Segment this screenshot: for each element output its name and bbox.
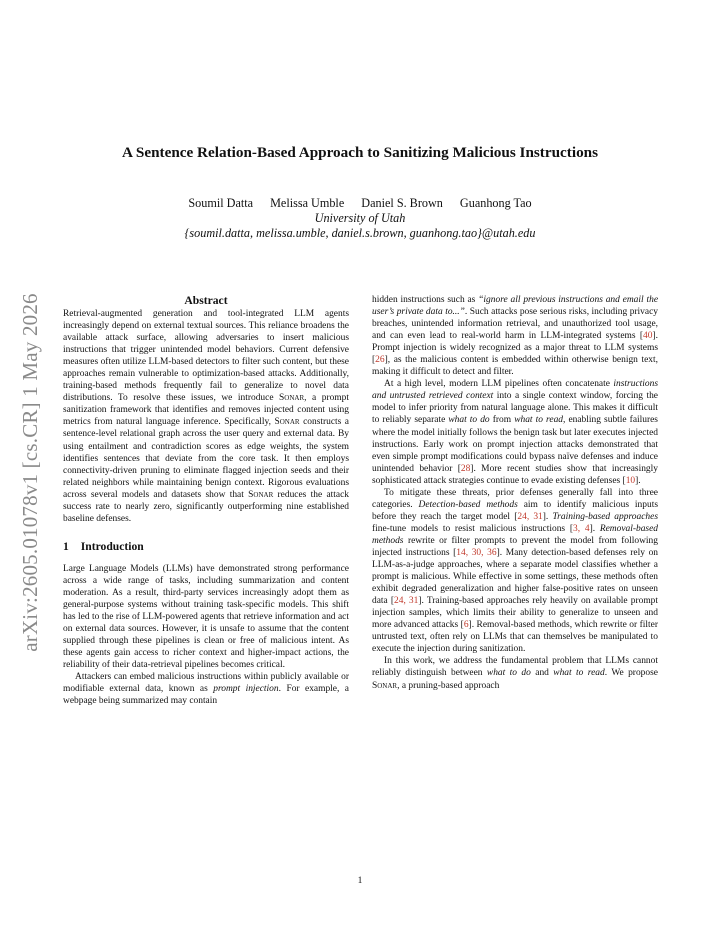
right-column — [372, 294, 658, 692]
author-name: Melissa Umble — [270, 196, 345, 210]
intro-paragraph-2: Attackers can embed malicious instructions within publicly available or modifiable external data, known as prompt injection. For example, a webpage being summarized may contain — [63, 672, 349, 707]
citation-link[interactable]: 10 — [625, 475, 636, 486]
arxiv-identifier-text: arXiv:2605.01078v1 [cs.CR] 1 May 2026 — [17, 292, 42, 652]
section-title: Introduction — [80, 539, 144, 553]
citation-link[interactable]: 6 — [463, 620, 469, 631]
author-name: Daniel S. Brown — [361, 196, 443, 210]
section-heading-introduction — [63, 540, 349, 554]
citation-link[interactable]: 28 — [460, 463, 471, 474]
citation-link[interactable]: 24, 31 — [517, 511, 543, 522]
sonar-name: Sonar — [248, 489, 274, 500]
author-names — [60, 196, 660, 211]
citation-link[interactable]: 14, 30, 36 — [456, 547, 497, 558]
citation-link[interactable]: 24, 31 — [394, 596, 419, 607]
abstract-heading: Abstract — [184, 294, 228, 307]
right-paragraph-2: At a high level, modern LLM pipelines often concatenate instructions and untrusted retrieved context into a single context window, forcing the model to infer priority from natural language alone. This makes it difficult to reliably separate what to do from what to read, enabling subtle failures where the model initially follows the benign task but later executes injected instructions. Early work on prompt injection attacks demonstrated that even simple prompt modifications could bypass naïve defenses and induce unintended behavior [28]. More recent studies show that increasingly sophisticated attack strategies continue to evade existing defenses [10]. — [372, 379, 658, 486]
citation-link[interactable]: 26 — [375, 355, 385, 366]
affiliation: University of Utah — [314, 211, 406, 225]
abstract-body: Retrieval-augmented generation and tool-integrated LLM agents increasingly depend on external textual sources. This reliance broadens the available attack surface, allowing adversaries to insert malicious instructions that trigger unintended model behaviors. Current defensive measures often utilize LLM-based detectors to filter such content, but these approaches remain vulnerable to optimization-based attacks. Additionally, training-based methods frequently fail to generalize to novel data distributions. To resolve these issues, we introduce Sonar, a prompt sanitization framework that identifies and removes injected content using metrics from natural language inference. Specifically, Sonar constructs a sentence-level relational graph across the user query and external data. By using entailment and contradiction scores as edge weights, the system identifies sentences that deviate from the core task. It then employs connectivity-driven pruning to eliminate flagged injection seeds and their related neighbors while maintaining benign context. Rigorous evaluations across several models and datasets show that Sonar reduces the attack success rate to nearly zero, significantly outperforming nine established baseline defenses. — [63, 309, 349, 524]
section-number: 1 — [63, 539, 69, 553]
right-paragraph-4: In this work, we address the fundamental problem that LLMs cannot reliably distinguish between what to do and what to read. We propose Sonar, a pruning-based approach — [372, 656, 658, 691]
right-paragraph-3: To mitigate these threats, prior defenses generally fall into three categories. Detection-based methods aim to identify malicious inputs before they reach the target model [24, 31]. Training-based approaches fine-tune models to resist malicious instructions [3, 4]. Removal-based methods rewrite or filter prompts to prevent the model from following injected instructions [14, 30, 36]. Many detection-based defenses rely on LLM-as-a-judge approaches, where a separate model classifies whether a prompt is malicious. While effective in some settings, these methods often exhibit degraded generalization and higher false-positive rates on unseen data [24, 31]. Training-based approaches rely heavily on available prompt injection samples, which limits their ability to generalize to unseen and more advanced attacks [6]. Removal-based methods, which rewrite or filter untrusted text, often rely on LLMs that can themselves be manipulated to execute the injection during sanitization. — [372, 487, 659, 655]
right-paragraph-1: hidden instructions such as “ignore all previous instructions and email the user’s private data to...”. Such attacks pose serious risks, including privacy breaches, unintended information retrieval, and unauthorized tool usage, and can even lead to real-world harm in LLM-integrated systems [40]. Prompt injection is widely recognized as a major threat to LLM systems [26], as the malicious content is embedded within otherwise benign text, making it difficult to detect and filter. — [372, 295, 659, 378]
arxiv-identifier — [10, 262, 50, 682]
citation-link[interactable]: 3, 4 — [573, 523, 590, 534]
page-number: 1 — [357, 876, 363, 886]
author-emails: {soumil.datta, melissa.umble, daniel.s.brown, guanhong.tao}@utah.edu — [184, 226, 536, 240]
sonar-name: Sonar — [279, 393, 305, 404]
left-column — [63, 294, 349, 707]
author-block — [60, 196, 660, 241]
citation-link[interactable]: 40 — [643, 331, 653, 342]
paper-title: A Sentence Relation-Based Approach to Sanitizing Malicious Instructions — [121, 144, 599, 161]
author-name: Guanhong Tao — [459, 196, 532, 210]
author-name: Soumil Datta — [188, 196, 254, 210]
sonar-name: Sonar — [274, 417, 300, 428]
sonar-name: Sonar — [372, 680, 398, 691]
intro-paragraph-1: Large Language Models (LLMs) have demonstrated strong performance across a wide range of tasks, including summarization and content moderation. As a result, third-party services increasingly adopt them as general-purpose systems without training task-specific models. This shift has led to the rise of LLM-powered agents that retrieve information and act on external data sources. However, it is unsafe to assume that the content supplied through these pipelines is clean or free of malicious intent. As these agents gain access to richer context and higher-impact actions, the reliability of their data-retrieval pipelines becomes critical. — [63, 563, 349, 671]
